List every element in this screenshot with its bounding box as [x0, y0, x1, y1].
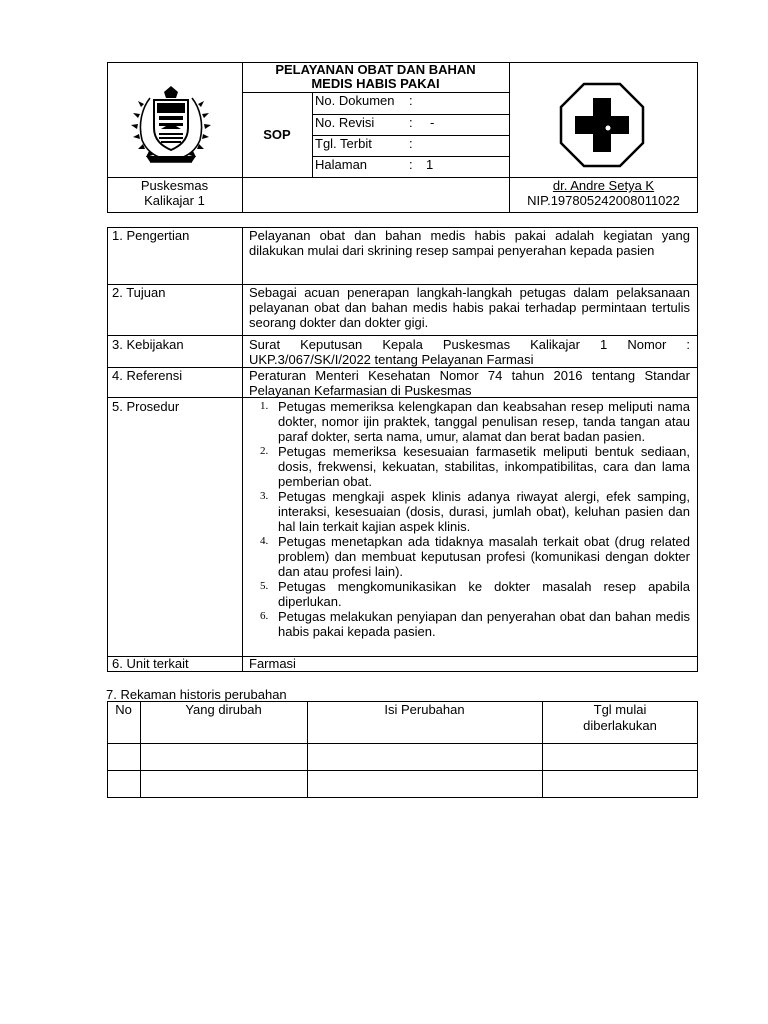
sop-label: SOP	[263, 127, 291, 142]
column-header: No	[115, 702, 132, 717]
procedure-step	[242, 444, 690, 489]
procedure-step	[242, 579, 690, 609]
procedure-step	[242, 399, 690, 444]
field-colon: :	[409, 157, 413, 172]
section-label: 1. Pengertian	[112, 228, 190, 243]
document-title: PELAYANAN OBAT DAN BAHAN	[275, 62, 476, 77]
step-number: 3.	[260, 490, 269, 502]
field-colon: :	[409, 136, 413, 151]
document-title: MEDIS HABIS PAKAI	[311, 76, 440, 91]
section-text: Pelayanan obat dan bahan medis habis pakai adalah kegiatan yang dilakukan mulai dari skrining resep sampai penyerahan kepada pasien	[249, 228, 690, 258]
step-number: 4.	[260, 535, 269, 547]
field-value: 1	[426, 157, 434, 172]
procedure-step	[242, 534, 690, 579]
field-label: Halaman	[315, 157, 368, 172]
procedure-list	[242, 399, 690, 639]
section-text: Farmasi	[249, 656, 296, 671]
section-text: Surat Keputusan Kepala Puskesmas Kalikajar 1 Nomor : UKP.3/067/SK/I/2022 tentang Pelayanan Farmasi	[249, 337, 690, 367]
column-header: Isi Perubahan	[384, 702, 465, 717]
section-label: 3. Kebijakan	[112, 337, 184, 352]
section-label: 2. Tujuan	[112, 285, 166, 300]
step-text: Petugas menetapkan ada tidaknya masalah terkait obat (drug related problem) dan membuat keputusan profesi (komunikasi dengan dokter dan atau profesi lain).	[278, 534, 690, 579]
regency-crest-logo	[128, 84, 214, 168]
step-text: Petugas memeriksa kesesuaian farmasetik meliputi bentuk sediaan, dosis, frekwensi, kekuatan, stabilitas, inkompatibilitas, cara dan lama pemberian obat.	[278, 444, 690, 489]
history-heading: 7. Rekaman historis perubahan	[106, 687, 287, 702]
signer-name: dr. Andre Setya K	[552, 178, 655, 193]
column-header: diberlakukan	[583, 718, 657, 733]
step-number: 6.	[260, 610, 269, 622]
field-label: Tgl. Terbit	[315, 136, 372, 151]
content-divider	[107, 335, 698, 336]
step-number: 1.	[260, 400, 269, 412]
field-label: No. Dokumen	[315, 93, 395, 108]
content-divider	[107, 656, 698, 657]
section-label: 5. Prosedur	[112, 399, 180, 414]
column-header: Yang dirubah	[185, 702, 262, 717]
procedure-step	[242, 489, 690, 534]
section-label: 4. Referensi	[112, 368, 183, 383]
section-label: 6. Unit terkait	[112, 656, 189, 671]
puskesmas-cross-logo	[559, 82, 645, 168]
step-number: 5.	[260, 580, 269, 592]
step-text: Petugas mengkomunikasikan ke dokter masalah resep apabila diperlukan.	[278, 579, 690, 609]
section-text: Peraturan Menteri Kesehatan Nomor 74 tahun 2016 tentang Standar Pelayanan Kefarmasian di Puskesmas	[249, 368, 690, 398]
column-header: Tgl mulai	[593, 702, 647, 717]
signer-nip: NIP.197805242008011022	[527, 193, 680, 208]
field-value: -	[430, 115, 435, 130]
section-text: Sebagai acuan penerapan langkah-langkah petugas dalam pelaksanaan pelayanan obat dan bahan medis habis pakai terhadap permintaan tertulis seorang dokter dan dokter gigi.	[249, 285, 690, 330]
history-divider	[107, 743, 698, 744]
step-text: Petugas melakukan penyiapan dan penyerahan obat dan bahan medis habis pakai kepada pasien.	[278, 609, 690, 639]
org-name: Puskesmas	[140, 178, 209, 193]
step-text: Petugas mengkaji aspek klinis adanya riwayat alergi, efek samping, interaksi, kesesuaian (dosis, durasi, jumlah obat), keluhan pasien dan hal lain terkait kajian aspek klinis.	[278, 489, 690, 534]
field-colon: :	[409, 115, 413, 130]
field-colon: :	[409, 93, 413, 108]
step-text: Petugas memeriksa kelengkapan dan keabsahan resep meliputi nama dokter, nomor ijin praktek, tanggal penulisan resep, tanda tangan atau paraf dokter, serta nama, umur, alamat dan berat badan pasien.	[278, 399, 690, 444]
step-number: 2.	[260, 445, 269, 457]
field-label: No. Revisi	[315, 115, 375, 130]
history-divider	[107, 770, 698, 771]
org-name: Kalikajar 1	[144, 193, 205, 208]
procedure-step	[242, 609, 690, 639]
